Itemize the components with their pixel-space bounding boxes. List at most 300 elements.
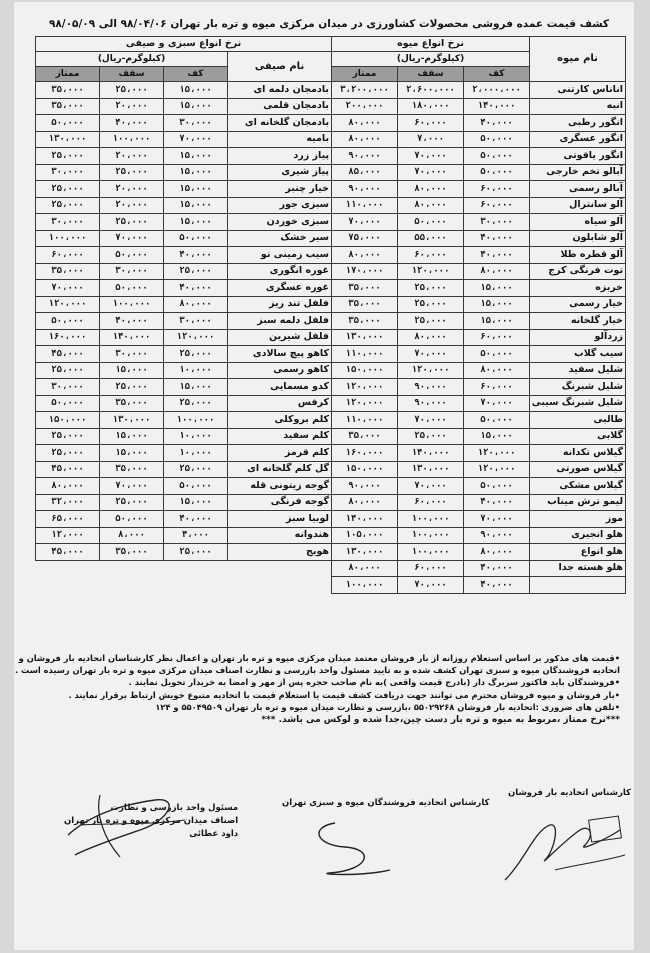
min-price-cell: ۴۰،۰۰۰: [464, 560, 530, 577]
table-row: [332, 131, 626, 148]
min-price-cell: ۵۰،۰۰۰: [464, 412, 530, 429]
table-row: [36, 494, 332, 511]
min-price-cell: ۱۵،۰۰۰: [164, 164, 228, 181]
item-name-cell: سبزی جور: [228, 197, 332, 214]
min-price-cell: ۷۰،۰۰۰: [464, 511, 530, 528]
item-name-cell: بادمجان گلخانه ای: [228, 115, 332, 132]
max-price-cell: ۸۰،۰۰۰: [398, 329, 464, 346]
min-price-cell: ۱۰،۰۰۰: [164, 445, 228, 462]
table-row: [36, 214, 332, 231]
table-row: [332, 362, 626, 379]
min-price-cell: ۱۵،۰۰۰: [464, 280, 530, 297]
vegetable-price-table: [35, 36, 332, 561]
item-name-cell: گوجه زیتونی قله: [228, 478, 332, 495]
premium-price-cell: ۱۱۰،۰۰۰: [332, 197, 398, 214]
premium-price-cell: ۸۰،۰۰۰: [332, 131, 398, 148]
premium-price-cell: ۲۰۰،۰۰۰: [332, 98, 398, 115]
item-name-cell: گیلاس مشکی: [530, 478, 626, 495]
handwritten-signature-middle: [300, 815, 410, 885]
premium-price-cell: ۶۰،۰۰۰: [36, 247, 100, 264]
fruit-col-max: سقف: [398, 67, 464, 82]
table-row: [36, 527, 332, 544]
table-row: [36, 478, 332, 495]
min-price-cell: ۴،۰۰۰: [164, 527, 228, 544]
premium-price-cell: ۵۰،۰۰۰: [36, 395, 100, 412]
item-name-cell: کاهو پیچ سالادی: [228, 346, 332, 363]
premium-price-cell: ۱۰۵،۰۰۰: [332, 527, 398, 544]
table-row: [332, 115, 626, 132]
min-price-cell: ۱۵،۰۰۰: [164, 98, 228, 115]
table-row: [332, 230, 626, 247]
item-name-cell: بادمجان قلمی: [228, 98, 332, 115]
table-row: [332, 82, 626, 99]
premium-price-cell: ۸۵،۰۰۰: [332, 164, 398, 181]
min-price-cell: ۱۵،۰۰۰: [164, 181, 228, 198]
max-price-cell: ۷،۰۰۰: [398, 131, 464, 148]
min-price-cell: ۱۵،۰۰۰: [164, 214, 228, 231]
premium-price-cell: ۳۵،۰۰۰: [36, 263, 100, 280]
min-price-cell: ۱۵،۰۰۰: [164, 494, 228, 511]
max-price-cell: ۶۰،۰۰۰: [398, 115, 464, 132]
veg-name-header: نام صیفی: [228, 52, 332, 82]
veg-group-title: نرخ انواع سبزی و صیفی: [36, 37, 332, 52]
min-price-cell: ۴۰،۰۰۰: [464, 247, 530, 264]
min-price-cell: ۷۰،۰۰۰: [464, 395, 530, 412]
table-row: [332, 214, 626, 231]
premium-price-cell: ۱۳۰،۰۰۰: [332, 544, 398, 561]
item-name-cell: سیب زمینی نو: [228, 247, 332, 264]
min-price-cell: ۱۵،۰۰۰: [164, 197, 228, 214]
veg-col-min: کف: [164, 67, 228, 82]
item-name-cell: زردآلو: [530, 329, 626, 346]
table-row: [332, 494, 626, 511]
table-row: [36, 115, 332, 132]
handwritten-signature-left: [60, 785, 190, 865]
premium-price-cell: ۸۰،۰۰۰: [332, 115, 398, 132]
premium-price-cell: ۶۵،۰۰۰: [36, 511, 100, 528]
max-price-cell: ۸۰،۰۰۰: [398, 181, 464, 198]
min-price-cell: ۸۰،۰۰۰: [464, 544, 530, 561]
max-price-cell: ۳۵،۰۰۰: [100, 544, 164, 561]
premium-footnote: ***نرخ ممتاز ،مربوط به میوه و تره بار دست چین،جدا شده و لوکس می باشد. ***: [261, 715, 620, 726]
premium-price-cell: ۱۲۰،۰۰۰: [332, 379, 398, 396]
max-price-cell: ۳۰،۰۰۰: [100, 263, 164, 280]
min-price-cell: ۶۰،۰۰۰: [464, 197, 530, 214]
table-row: [332, 181, 626, 198]
max-price-cell: ۷۰،۰۰۰: [398, 412, 464, 429]
table-row: [36, 230, 332, 247]
min-price-cell: ۱۰،۰۰۰: [164, 428, 228, 445]
table-row: [332, 577, 626, 594]
item-name-cell: آلو سیاه: [530, 214, 626, 231]
table-row: [36, 395, 332, 412]
item-name-cell: هلو هسته جدا: [530, 560, 626, 577]
item-name-cell: خربزه: [530, 280, 626, 297]
max-price-cell: ۱۸۰،۰۰۰: [398, 98, 464, 115]
max-price-cell: ۲،۶۰۰،۰۰۰: [398, 82, 464, 99]
table-row: [332, 296, 626, 313]
min-price-cell: ۸۰،۰۰۰: [464, 362, 530, 379]
min-price-cell: ۱۵،۰۰۰: [464, 313, 530, 330]
max-price-cell: ۱۳۰،۰۰۰: [100, 412, 164, 429]
table-row: [332, 379, 626, 396]
premium-price-cell: ۱۷۰،۰۰۰: [332, 263, 398, 280]
premium-price-cell: ۵۰،۰۰۰: [36, 313, 100, 330]
min-price-cell: ۴۰،۰۰۰: [464, 494, 530, 511]
premium-price-cell: ۱۵۰،۰۰۰: [332, 362, 398, 379]
item-name-cell: خیار گلخانه: [530, 313, 626, 330]
min-price-cell: ۱۵،۰۰۰: [164, 148, 228, 165]
max-price-cell: ۲۵،۰۰۰: [100, 164, 164, 181]
min-price-cell: ۲۵،۰۰۰: [164, 395, 228, 412]
max-price-cell: ۲۰،۰۰۰: [100, 197, 164, 214]
max-price-cell: ۲۵،۰۰۰: [100, 82, 164, 99]
premium-price-cell: ۱۰۰،۰۰۰: [36, 230, 100, 247]
max-price-cell: ۹۰،۰۰۰: [398, 395, 464, 412]
max-price-cell: ۱۲۰،۰۰۰: [398, 362, 464, 379]
max-price-cell: ۲۰،۰۰۰: [100, 148, 164, 165]
premium-price-cell: ۵۰،۰۰۰: [36, 115, 100, 132]
premium-price-cell: ۳،۲۰۰،۰۰۰: [332, 82, 398, 99]
item-name-cell: سبزی خوردن: [228, 214, 332, 231]
premium-price-cell: ۲۵،۰۰۰: [36, 181, 100, 198]
min-price-cell: ۱۲۰،۰۰۰: [164, 329, 228, 346]
max-price-cell: ۳۵،۰۰۰: [100, 461, 164, 478]
max-price-cell: ۱۵،۰۰۰: [100, 362, 164, 379]
item-name-cell: گل کلم گلخانه ای: [228, 461, 332, 478]
premium-price-cell: ۴۵،۰۰۰: [36, 544, 100, 561]
max-price-cell: ۱۴۰،۰۰۰: [398, 445, 464, 462]
max-price-cell: ۷۰،۰۰۰: [398, 346, 464, 363]
table-row: [36, 148, 332, 165]
veg-col-max: سقف: [100, 67, 164, 82]
min-price-cell: ۴۰،۰۰۰: [464, 577, 530, 594]
premium-price-cell: ۲۵،۰۰۰: [36, 428, 100, 445]
max-price-cell: ۵۰،۰۰۰: [100, 511, 164, 528]
fruit-unit-label: (کیلوگرم-ریال): [332, 52, 530, 67]
item-name-cell: شلیل شبرنگ: [530, 379, 626, 396]
item-name-cell: هندوانه: [228, 527, 332, 544]
item-name-cell: توت فرنگی کرج: [530, 263, 626, 280]
min-price-cell: ۱۲۰،۰۰۰: [464, 461, 530, 478]
table-row: [36, 544, 332, 561]
min-price-cell: ۳۰،۰۰۰: [164, 115, 228, 132]
item-name-cell: گلابی: [530, 428, 626, 445]
table-row: [332, 527, 626, 544]
min-price-cell: ۲۵،۰۰۰: [164, 263, 228, 280]
signature-title-middle: کارشناس اتحادیه فروشندگان میوه و سبزی تهران: [282, 798, 490, 808]
fruit-table-body: [332, 82, 626, 594]
item-name-cell: خیار رسمی: [530, 296, 626, 313]
premium-price-cell: ۹۰،۰۰۰: [332, 181, 398, 198]
min-price-cell: ۱۰۰،۰۰۰: [164, 412, 228, 429]
table-row: [332, 560, 626, 577]
item-name-cell: انگور رطبی: [530, 115, 626, 132]
item-name-cell: لیمو ترش میناب: [530, 494, 626, 511]
max-price-cell: ۷۰،۰۰۰: [100, 478, 164, 495]
item-name-cell: پیاز زرد: [228, 148, 332, 165]
min-price-cell: ۲۵،۰۰۰: [164, 346, 228, 363]
item-name-cell: هویج: [228, 544, 332, 561]
min-price-cell: ۶۰،۰۰۰: [464, 379, 530, 396]
min-price-cell: ۸۰،۰۰۰: [464, 263, 530, 280]
item-name-cell: کرفس: [228, 395, 332, 412]
notes-section: [14, 652, 620, 726]
table-row: [36, 329, 332, 346]
table-row: [36, 412, 332, 429]
premium-price-cell: ۴۵،۰۰۰: [36, 461, 100, 478]
table-row: [36, 82, 332, 99]
max-price-cell: ۲۰،۰۰۰: [100, 181, 164, 198]
premium-price-cell: ۱۲،۰۰۰: [36, 527, 100, 544]
max-price-cell: ۱۰۰،۰۰۰: [398, 511, 464, 528]
min-price-cell: ۵۰،۰۰۰: [464, 478, 530, 495]
premium-price-cell: ۷۰،۰۰۰: [36, 280, 100, 297]
premium-price-cell: ۱۶۰،۰۰۰: [36, 329, 100, 346]
premium-price-cell: ۳۵،۰۰۰: [332, 428, 398, 445]
min-price-cell: ۴۰،۰۰۰: [464, 230, 530, 247]
item-name-cell: خیار چنبر: [228, 181, 332, 198]
max-price-cell: ۲۵،۰۰۰: [100, 214, 164, 231]
table-row: [36, 511, 332, 528]
item-name-cell: انبه: [530, 98, 626, 115]
item-name-cell: طالبی: [530, 412, 626, 429]
item-name-cell: گوجه فرنگی: [228, 494, 332, 511]
max-price-cell: ۷۰،۰۰۰: [398, 478, 464, 495]
min-price-cell: ۵۰،۰۰۰: [464, 148, 530, 165]
item-name-cell: غوره انگوری: [228, 263, 332, 280]
item-name-cell: آلو شابلون: [530, 230, 626, 247]
premium-price-cell: ۴۵،۰۰۰: [36, 346, 100, 363]
max-price-cell: ۲۵،۰۰۰: [100, 494, 164, 511]
premium-price-cell: ۹۰،۰۰۰: [332, 148, 398, 165]
item-name-cell: آبالو تخم خارجی: [530, 164, 626, 181]
table-row: [332, 346, 626, 363]
premium-price-cell: ۸۰،۰۰۰: [332, 247, 398, 264]
max-price-cell: ۵۵،۰۰۰: [398, 230, 464, 247]
max-price-cell: ۵۰،۰۰۰: [398, 214, 464, 231]
max-price-cell: ۶۰،۰۰۰: [398, 494, 464, 511]
min-price-cell: ۵۰،۰۰۰: [464, 164, 530, 181]
max-price-cell: ۶۰،۰۰۰: [398, 560, 464, 577]
fruit-group-title: نرخ انواع میوه: [332, 37, 530, 52]
item-name-cell: فلفل دلمه سبز: [228, 313, 332, 330]
max-price-cell: ۷۰،۰۰۰: [398, 577, 464, 594]
table-row: [332, 313, 626, 330]
table-row: [36, 280, 332, 297]
item-name-cell: پیاز شیری: [228, 164, 332, 181]
max-price-cell: ۱۲۰،۰۰۰: [398, 263, 464, 280]
premium-price-cell: ۸۰،۰۰۰: [36, 478, 100, 495]
table-row: [332, 478, 626, 495]
table-row: [332, 164, 626, 181]
table-row: [36, 247, 332, 264]
max-price-cell: ۱۰۰،۰۰۰: [398, 527, 464, 544]
premium-price-cell: ۸۰،۰۰۰: [332, 494, 398, 511]
max-price-cell: ۱۵،۰۰۰: [100, 428, 164, 445]
table-row: [332, 280, 626, 297]
min-price-cell: ۹۰،۰۰۰: [464, 527, 530, 544]
min-price-cell: ۵۰،۰۰۰: [164, 230, 228, 247]
item-name-cell: شلیل سفید: [530, 362, 626, 379]
premium-price-cell: ۲۵،۰۰۰: [36, 148, 100, 165]
table-row: [332, 148, 626, 165]
signature-title-right: کارشناس اتحادیه بار فروشان: [508, 788, 632, 798]
item-name-cell: گیلاس صورتی: [530, 461, 626, 478]
premium-price-cell: ۱۶۰،۰۰۰: [332, 445, 398, 462]
min-price-cell: ۴۰،۰۰۰: [164, 280, 228, 297]
min-price-cell: ۱۰،۰۰۰: [164, 362, 228, 379]
table-row: [36, 131, 332, 148]
item-name-cell: غوره عسگری: [228, 280, 332, 297]
max-price-cell: ۱۵،۰۰۰: [100, 445, 164, 462]
item-name-cell: اناناس کارتنی: [530, 82, 626, 99]
min-price-cell: ۱۲۰،۰۰۰: [464, 445, 530, 462]
table-row: [332, 544, 626, 561]
min-price-cell: ۴۰،۰۰۰: [164, 247, 228, 264]
premium-price-cell: ۳۰،۰۰۰: [36, 379, 100, 396]
max-price-cell: ۲۵،۰۰۰: [398, 296, 464, 313]
item-name-cell: انگور یاقوتی: [530, 148, 626, 165]
note-line: •تلفن های ضروری :اتحادیه بار فروشان ۵۵۰۲۹۲۶۸ ،بازرسی و نظارت میدان میوه و تره بار تهران ۵۵۰۴۹۵۰۹ و ۱۲۴: [155, 701, 620, 712]
min-price-cell: ۵۰،۰۰۰: [464, 131, 530, 148]
table-row: [332, 395, 626, 412]
premium-price-cell: ۱۳۰،۰۰۰: [36, 131, 100, 148]
min-price-cell: ۵۰،۰۰۰: [164, 478, 228, 495]
item-name-cell: [530, 577, 626, 594]
item-name-cell: آلو سانترال: [530, 197, 626, 214]
table-row: [332, 412, 626, 429]
note-line: •فروشندگان باید فاکتور سربرگ دار (بادرج قیمت واقعی )به نام صاحب حجره پس از مهر و امضا به خریدار تحویل نمایند .: [128, 677, 620, 688]
max-price-cell: ۷۰،۰۰۰: [398, 164, 464, 181]
premium-price-cell: ۷۰،۰۰۰: [332, 214, 398, 231]
table-row: [36, 263, 332, 280]
premium-price-cell: ۱۴۰،۰۰۰: [332, 511, 398, 528]
signature-left-line3: داود عطائی: [189, 829, 239, 839]
min-price-cell: ۷۰،۰۰۰: [164, 131, 228, 148]
max-price-cell: ۶۰،۰۰۰: [398, 247, 464, 264]
premium-price-cell: ۸۰،۰۰۰: [332, 560, 398, 577]
premium-price-cell: ۲۵،۰۰۰: [36, 197, 100, 214]
table-row: [36, 164, 332, 181]
table-row: [36, 98, 332, 115]
table-row: [36, 197, 332, 214]
item-name-cell: کلم قرمز: [228, 445, 332, 462]
note-line: اتحادیه فروشندگان میوه و سبزی تهران کشف شده و به تایید مسئول واحد بازرسی و نظارت اصناف میدان مرکزی میوه و تره بار تهران رسیده است .: [14, 665, 620, 676]
table-row: [332, 247, 626, 264]
table-row: [36, 461, 332, 478]
table-row: [332, 263, 626, 280]
item-name-cell: هلو انجیری: [530, 527, 626, 544]
premium-price-cell: ۳۰،۰۰۰: [36, 214, 100, 231]
fruit-name-header: نام میوه: [530, 37, 626, 82]
premium-price-cell: ۱۲۰،۰۰۰: [332, 395, 398, 412]
max-price-cell: ۲۵،۰۰۰: [100, 379, 164, 396]
item-name-cell: فلفل تند ریز: [228, 296, 332, 313]
item-name-cell: کلم بروکلی: [228, 412, 332, 429]
premium-price-cell: ۱۵۰،۰۰۰: [36, 412, 100, 429]
min-price-cell: ۸۰،۰۰۰: [164, 296, 228, 313]
premium-price-cell: ۳۵،۰۰۰: [36, 98, 100, 115]
veg-col-premium: ممتاز: [36, 67, 100, 82]
document-title: کشف قیمت عمده فروشی محصولات کشاورزی در میدان مرکزی میوه و تره بار تهران ۹۸/۰۴/۰۶ الی ۹۸/۰۵/۰۹: [48, 18, 610, 30]
veg-unit-label: (کیلوگرم-ریال): [36, 52, 228, 67]
min-price-cell: ۳۰،۰۰۰: [164, 313, 228, 330]
table-row: [332, 511, 626, 528]
min-price-cell: ۱۵،۰۰۰: [164, 82, 228, 99]
max-price-cell: ۳۰،۰۰۰: [100, 346, 164, 363]
max-price-cell: ۸،۰۰۰: [100, 527, 164, 544]
signature-left-line1: مسئول واحد بازرسی و نظارت: [110, 803, 239, 813]
min-price-cell: ۱۵،۰۰۰: [464, 296, 530, 313]
premium-price-cell: ۳۵،۰۰۰: [332, 296, 398, 313]
item-name-cell: کاهو رسمی: [228, 362, 332, 379]
table-row: [36, 445, 332, 462]
item-name-cell: بادمجان دلمه ای: [228, 82, 332, 99]
max-price-cell: ۹۰،۰۰۰: [398, 379, 464, 396]
item-name-cell: کلم سفید: [228, 428, 332, 445]
min-price-cell: ۲۵،۰۰۰: [164, 461, 228, 478]
table-row: [332, 428, 626, 445]
max-price-cell: ۱۰۰،۰۰۰: [398, 544, 464, 561]
max-price-cell: ۱۰۰،۰۰۰: [100, 296, 164, 313]
table-row: [332, 445, 626, 462]
premium-price-cell: ۳۵،۰۰۰: [332, 313, 398, 330]
premium-price-cell: ۳۵،۰۰۰: [332, 280, 398, 297]
table-row: [36, 313, 332, 330]
signature-left-line2: اصناف میدان مرکزی میوه و تره بار تهران: [64, 816, 239, 826]
max-price-cell: ۲۵،۰۰۰: [398, 280, 464, 297]
table-row: [332, 329, 626, 346]
min-price-cell: ۱۴۰،۰۰۰: [464, 98, 530, 115]
fruit-col-min: کف: [464, 67, 530, 82]
premium-price-cell: ۳۵،۰۰۰: [36, 82, 100, 99]
max-price-cell: ۷۰،۰۰۰: [100, 230, 164, 247]
max-price-cell: ۲۵،۰۰۰: [398, 313, 464, 330]
item-name-cell: موز: [530, 511, 626, 528]
min-price-cell: ۴۰،۰۰۰: [164, 511, 228, 528]
min-price-cell: ۵۰،۰۰۰: [464, 346, 530, 363]
note-line: •بار فروشان و میوه فروشان محترم می توانند جهت دریافت کشف قیمت یا استعلام قیمت با اتحادیه متبوع خویش ارتباط برقرار نمایند .: [68, 689, 620, 700]
table-row: [332, 98, 626, 115]
table-row: [36, 181, 332, 198]
premium-price-cell: ۱۱۰،۰۰۰: [332, 412, 398, 429]
max-price-cell: ۲۰،۰۰۰: [100, 98, 164, 115]
table-row: [36, 428, 332, 445]
item-name-cell: گیلاس تکدانه: [530, 445, 626, 462]
min-price-cell: ۱۵،۰۰۰: [164, 379, 228, 396]
table-row: [36, 346, 332, 363]
max-price-cell: ۸۰،۰۰۰: [398, 197, 464, 214]
min-price-cell: ۶۰،۰۰۰: [464, 181, 530, 198]
premium-price-cell: ۱۰۰،۰۰۰: [332, 577, 398, 594]
item-name-cell: آبالو رسمی: [530, 181, 626, 198]
item-name-cell: هلو انواع: [530, 544, 626, 561]
premium-price-cell: ۳۲،۰۰۰: [36, 494, 100, 511]
premium-price-cell: ۲۵،۰۰۰: [36, 362, 100, 379]
fruit-col-premium: ممتاز: [332, 67, 398, 82]
fruit-price-table: [331, 36, 626, 594]
min-price-cell: ۶۰،۰۰۰: [464, 329, 530, 346]
premium-price-cell: ۷۵،۰۰۰: [332, 230, 398, 247]
max-price-cell: ۱۳۰،۰۰۰: [398, 461, 464, 478]
max-price-cell: ۴۰،۰۰۰: [100, 313, 164, 330]
table-row: [36, 362, 332, 379]
min-price-cell: ۲۵،۰۰۰: [164, 544, 228, 561]
veg-table-body: [36, 82, 332, 561]
max-price-cell: ۲۵،۰۰۰: [398, 428, 464, 445]
item-name-cell: فلفل شیرین: [228, 329, 332, 346]
